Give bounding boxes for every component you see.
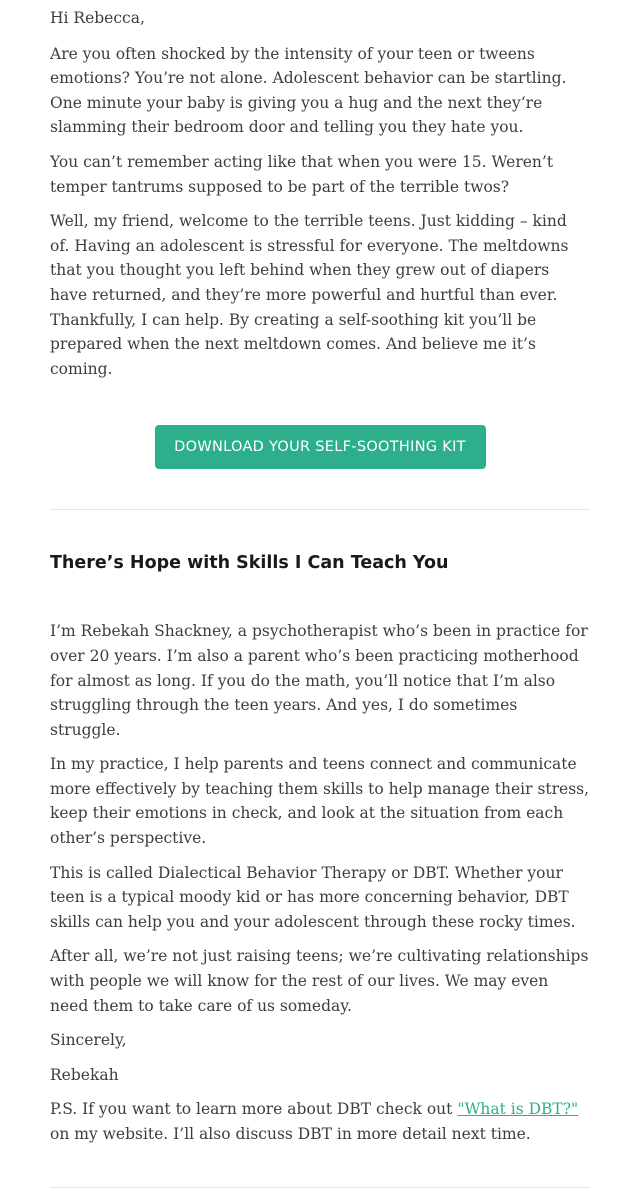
intro-paragraph: You can’t remember acting like that when you were 15. Weren’t temper tantrums supposed to be part of the terrible twos? <box>50 152 554 196</box>
footer-divider <box>50 1187 590 1188</box>
postscript-text-after: on my website. I’ll also discuss DBT in more detail next time. <box>50 1125 531 1143</box>
section-heading: There’s Hope with Skills I Can Teach You <box>50 553 449 574</box>
what-is-dbt-link[interactable]: "What is DBT?" <box>457 1100 579 1119</box>
body-paragraph: I’m Rebekah Shackney, a psychotherapist who’s been in practice for over 20 years. I’m also a parent who’s been practicing motherhood for almost as long. If you do the math, you’ll notice that I’m also struggling through the teen years. And yes, I do sometimes struggle. <box>50 622 588 739</box>
intro-paragraph: Are you often shocked by the intensity of your teen or tweens emotions? You’re not alone. Adolescent behavior can be startling. One minute your baby is giving you a hug and the next they‘re slamming their bedroom door and telling you they hate you. <box>50 44 567 137</box>
cta-container <box>50 425 590 469</box>
body-paragraph: In my practice, I help parents and teens connect and communicate more effectively by teaching them skills to help manage their stress, keep their emotions in check, and look at the situation from each other’s perspective. <box>50 755 590 848</box>
body-paragraph: This is called Dialectical Behavior Therapy or DBT. Whether your teen is a typical moody kid or has more concerning behavior, DBT skills can help you and your adolescent through these rocky times. <box>50 863 576 931</box>
section-divider <box>50 509 590 510</box>
greeting: Hi Rebecca, <box>50 9 145 27</box>
body-section <box>50 619 590 1146</box>
signature: Rebekah <box>50 1065 119 1084</box>
body-paragraph: After all, we’re not just raising teens; we’re cultivating relationships with people we will know for the rest of our lives. We may even need them to take care of us someday. <box>50 947 589 1015</box>
postscript-text-before: P.S. If you want to learn more about DBT check out <box>50 1100 458 1119</box>
postscript <box>50 1097 590 1146</box>
signoff: Sincerely, <box>50 1031 127 1050</box>
intro-paragraph: Well, my friend, welcome to the terrible teens. Just kidding – kind of. Having an adolescent is stressful for everyone. The meltdowns that you thought you left behind when they grew out of diapers have returned, and they’re more powerful and hurtful than ever. Thankfully, I can help. By creating a self-soothing kit you’ll be prepared when the next meltdown comes. And believe me it’s coming. <box>50 212 569 378</box>
download-kit-button[interactable]: DOWNLOAD YOUR SELF-SOOTHING KIT <box>155 425 486 469</box>
